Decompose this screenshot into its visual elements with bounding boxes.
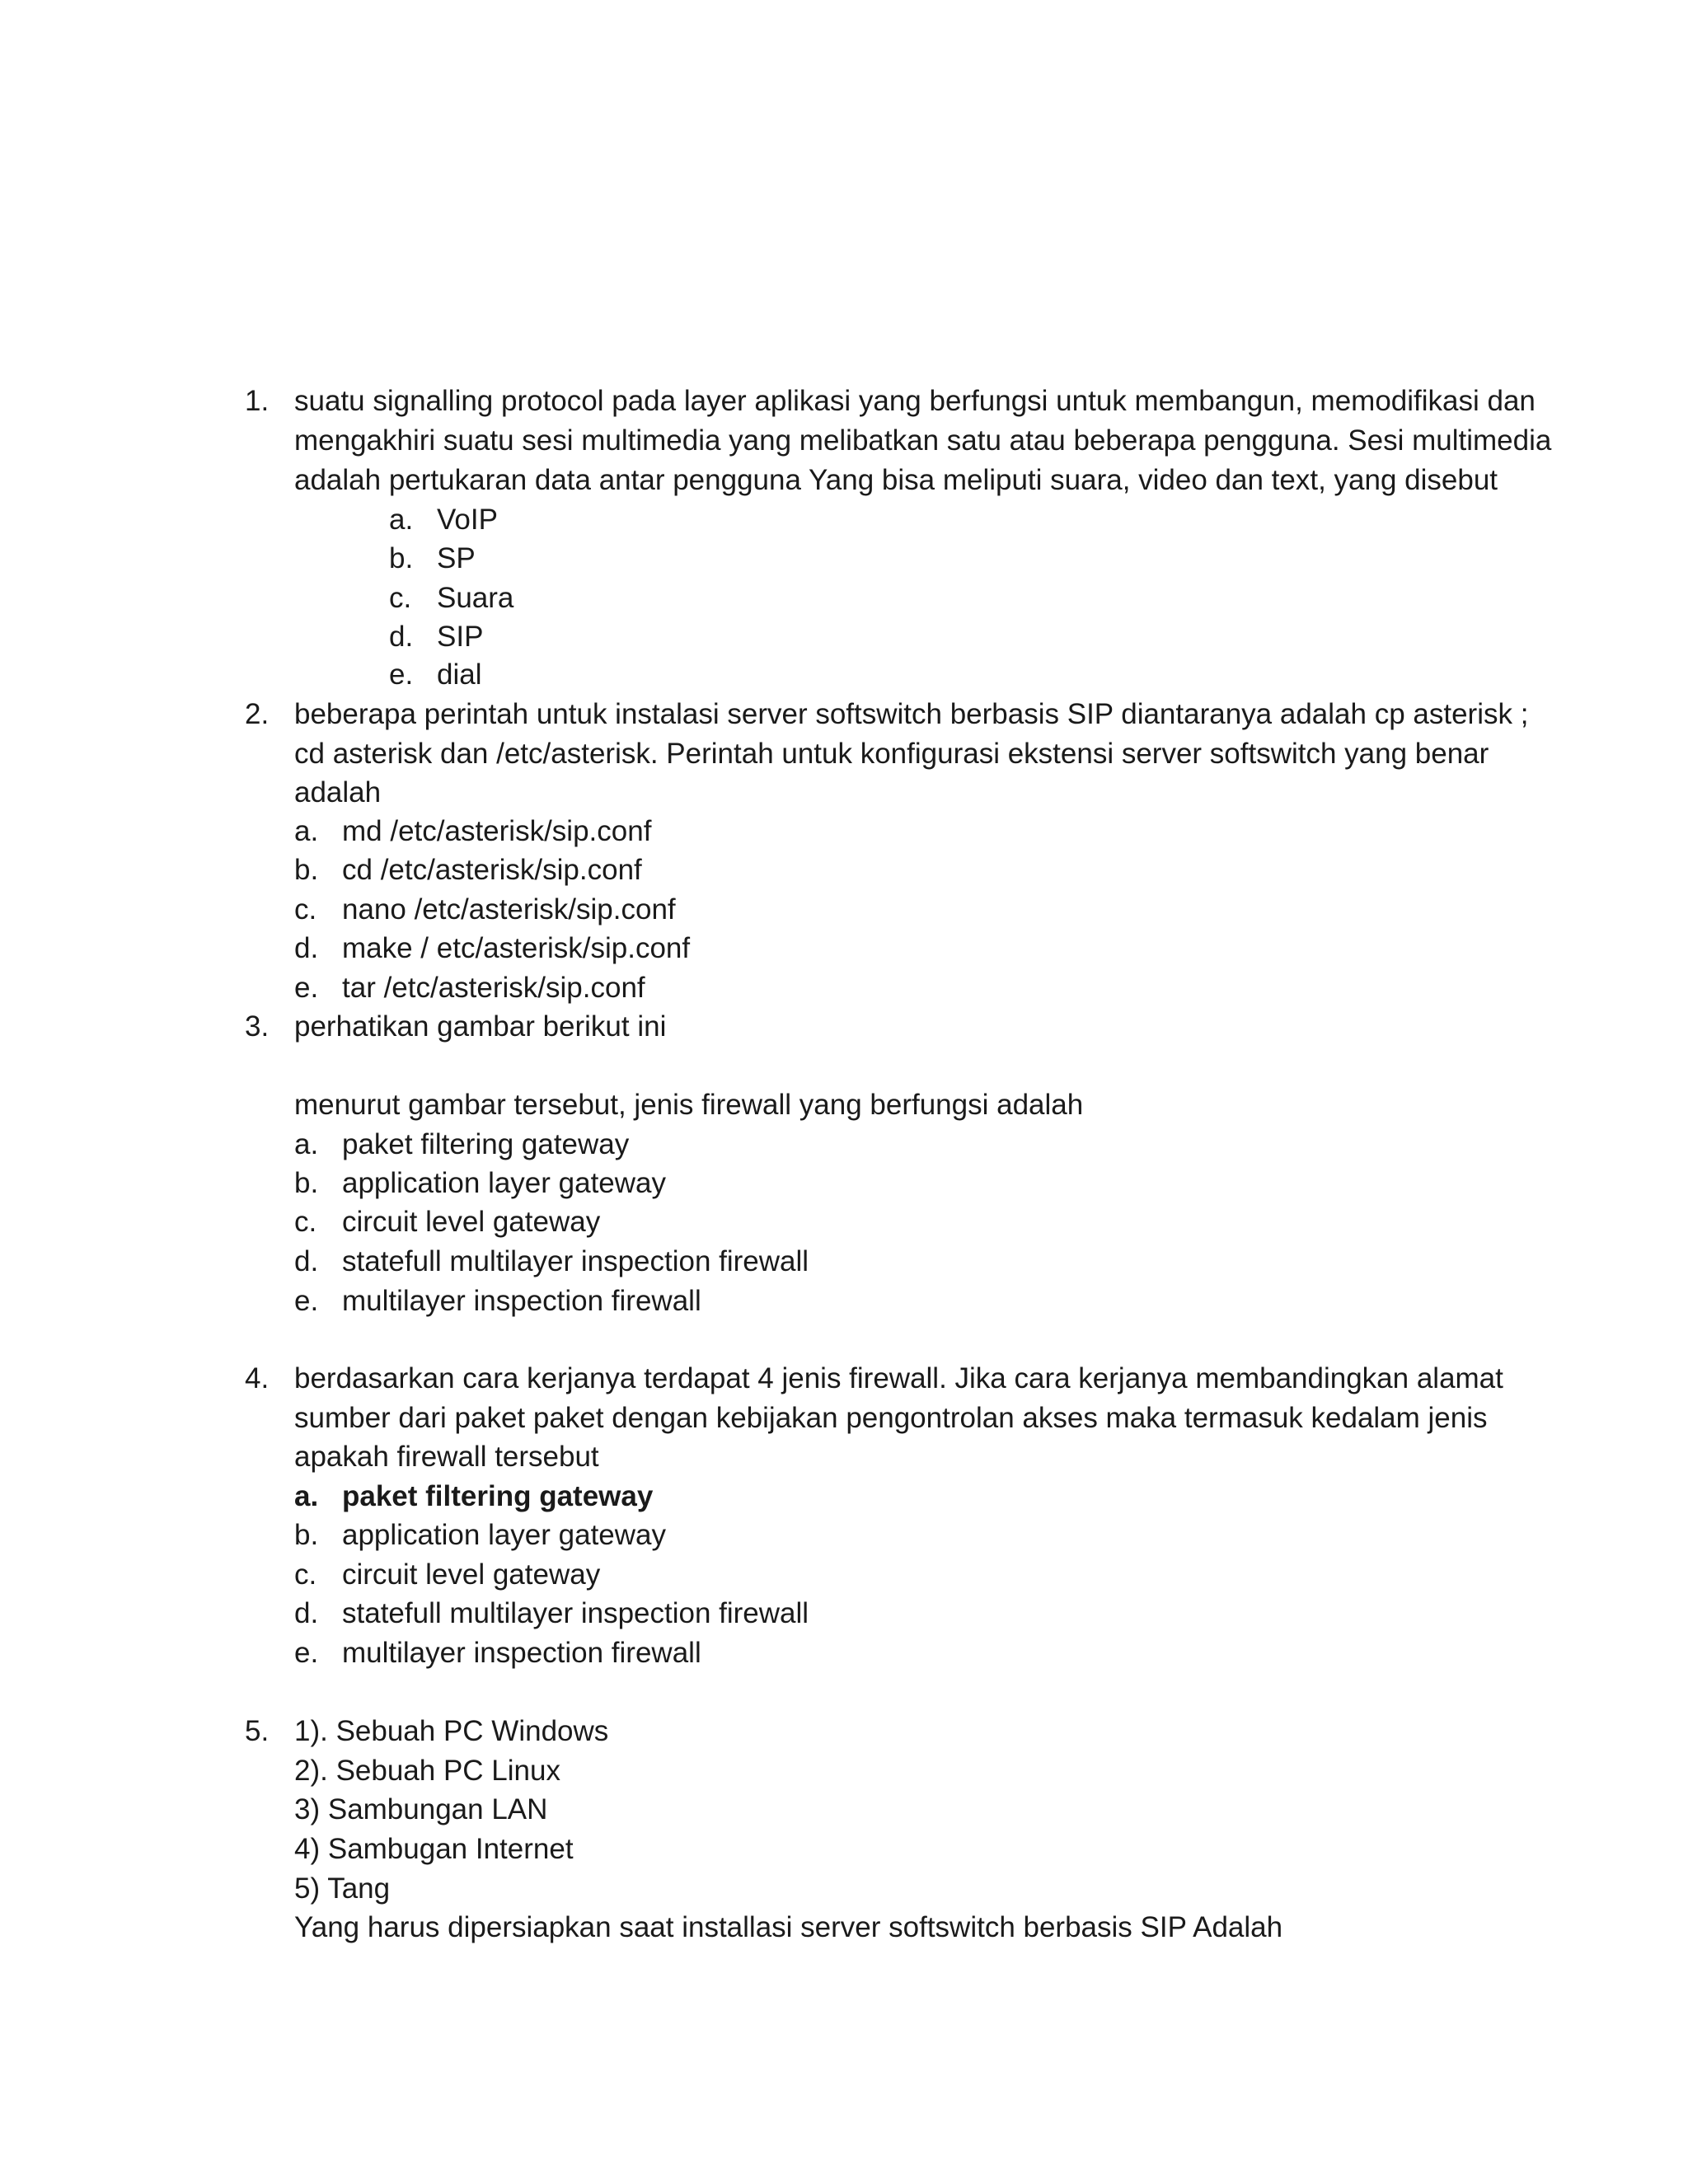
question-5-text-line: 4) Sambugan Internet (294, 1833, 574, 1865)
option-text: SIP (437, 621, 484, 653)
option-letter: d. (389, 621, 414, 653)
option-letter-answer: a. (294, 1480, 319, 1512)
option-text: nano /etc/asterisk/sip.conf (342, 893, 676, 926)
option-text: circuit level gateway (342, 1206, 601, 1238)
option-text: md /etc/asterisk/sip.conf (342, 815, 652, 847)
question-3-text-line: perhatikan gambar berikut ini (294, 1010, 667, 1043)
question-1-text-line: suatu signalling protocol pada layer aplikasi yang berfungsi untuk membangun, memodifikasi dan (294, 385, 1536, 417)
option-letter: b. (389, 542, 414, 574)
option-text: application layer gateway (342, 1167, 667, 1199)
question-3-number: 3. (245, 1010, 270, 1043)
question-4-text-line: berdasarkan cara kerjanya terdapat 4 jenis firewall. Jika cara kerjanya membandingkan alamat (294, 1362, 1503, 1394)
option-letter: e. (294, 1637, 319, 1669)
option-text: circuit level gateway (342, 1558, 601, 1591)
question-4-text-line: apakah firewall tersebut (294, 1441, 599, 1473)
option-text: statefull multilayer inspection firewall (342, 1245, 809, 1277)
question-5-text-line: 1). Sebuah PC Windows (294, 1715, 609, 1747)
option-letter: b. (294, 1519, 319, 1551)
option-letter: e. (389, 658, 414, 691)
question-3-text-line: menurut gambar tersebut, jenis firewall yang berfungsi adalah (294, 1089, 1084, 1121)
question-2-text-line: adalah (294, 776, 382, 808)
question-5-number: 5. (245, 1715, 270, 1747)
option-letter: b. (294, 854, 319, 886)
question-4-text-line: sumber dari paket paket dengan kebijakan pengontrolan akses maka termasuk kedalam jenis (294, 1402, 1488, 1434)
question-2-number: 2. (245, 698, 270, 730)
question-5-text-line: 2). Sebuah PC Linux (294, 1755, 560, 1787)
question-5-text-line: Yang harus dipersiapkan saat installasi server softswitch berbasis SIP Adalah (294, 1911, 1283, 1943)
option-letter: e. (294, 1285, 319, 1317)
option-letter: c. (389, 582, 412, 614)
option-text: paket filtering gateway (342, 1128, 630, 1160)
question-4-number: 4. (245, 1362, 270, 1394)
option-letter: d. (294, 1245, 319, 1277)
question-1-text-line: adalah pertukaran data antar pengguna Yang bisa meliputi suara, video dan text, yang disebut (294, 464, 1498, 496)
option-letter: e. (294, 972, 319, 1004)
question-5-text-line: 5) Tang (294, 1872, 391, 1905)
option-text: cd /etc/asterisk/sip.conf (342, 854, 642, 886)
option-text: Suara (437, 582, 514, 614)
option-letter: a. (294, 815, 319, 847)
option-letter: d. (294, 932, 319, 964)
option-text: tar /etc/asterisk/sip.conf (342, 972, 645, 1004)
option-letter: a. (389, 504, 414, 536)
question-1-text-line: mengakhiri suatu sesi multimedia yang melibatkan satu atau beberapa pengguna. Sesi multimedia (294, 424, 1552, 457)
option-text: dial (437, 658, 482, 691)
option-text: SP (437, 542, 476, 574)
question-2-text-line: cd asterisk dan /etc/asterisk. Perintah untuk konfigurasi ekstensi server softswitch yang benar (294, 738, 1489, 770)
option-letter: c. (294, 1206, 317, 1238)
option-text: make / etc/asterisk/sip.conf (342, 932, 691, 964)
question-5-text-line: 3) Sambungan LAN (294, 1793, 548, 1825)
option-letter: b. (294, 1167, 319, 1199)
question-1-number: 1. (245, 385, 270, 417)
question-2-text-line: beberapa perintah untuk instalasi server softswitch berbasis SIP diantaranya adalah cp asterisk ; (294, 698, 1529, 730)
option-letter: a. (294, 1128, 319, 1160)
option-letter: d. (294, 1597, 319, 1629)
option-text: multilayer inspection firewall (342, 1285, 701, 1317)
option-text: multilayer inspection firewall (342, 1637, 701, 1669)
option-letter: c. (294, 893, 317, 926)
option-text-answer: paket filtering gateway (342, 1480, 654, 1512)
option-text: statefull multilayer inspection firewall (342, 1597, 809, 1629)
option-text: application layer gateway (342, 1519, 667, 1551)
option-text: VoIP (437, 504, 498, 536)
option-letter: c. (294, 1558, 317, 1591)
